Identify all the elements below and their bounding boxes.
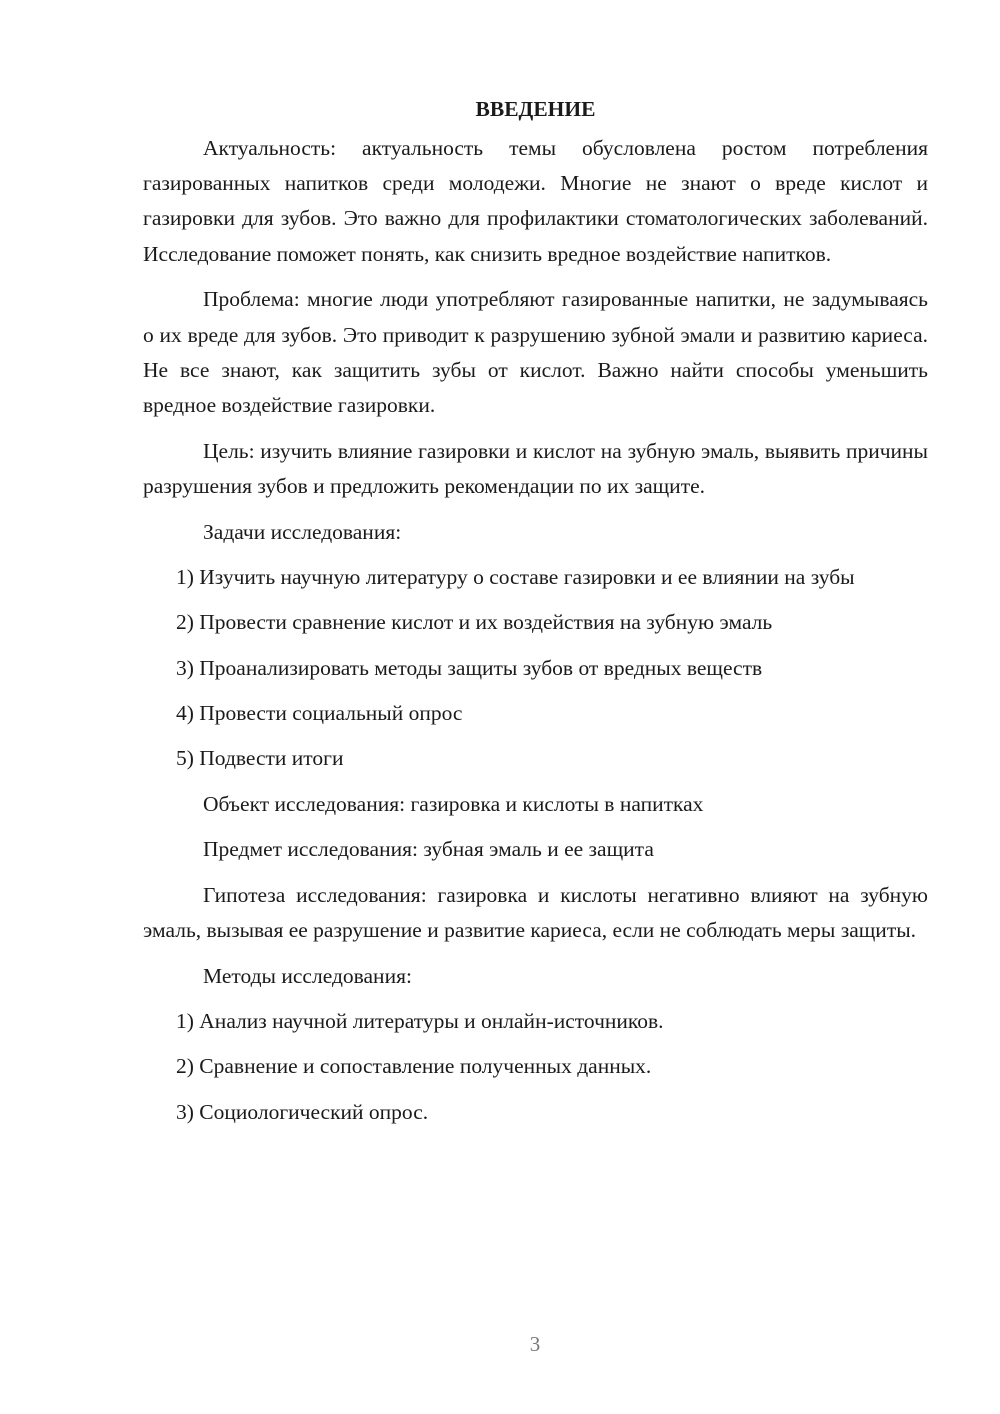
methods-heading: Методы исследования: bbox=[203, 963, 412, 988]
tasks-list bbox=[143, 560, 928, 777]
task-item: 3) Проанализировать методы защиты зубов от вредных веществ bbox=[176, 655, 763, 680]
task-item: 5) Подвести итоги bbox=[176, 746, 344, 771]
methods-list bbox=[143, 1004, 928, 1130]
method-item: 2) Сравнение и сопоставление полученных данных. bbox=[176, 1054, 652, 1079]
subject-line: Предмет исследования: зубная эмаль и ее защита bbox=[203, 837, 654, 862]
problem-paragraph: Проблема: многие люди употребляют газированные напитки, не задумываясь о их вреде для зубов. Это приводит к разрушению зубной эмали и развитию кариеса. Не все знают, как защитить зубы от кислот. Важно найти способы уменьшить вредное воздействие газировки. bbox=[143, 287, 928, 417]
goal-paragraph: Цель: изучить влияние газировки и кислот на зубную эмаль, выявить причины разрушения зубов и предложить рекомендации по их защите. bbox=[143, 438, 928, 498]
method-item: 3) Социологический опрос. bbox=[176, 1099, 429, 1124]
task-item: 1) Изучить научную литературу о составе газировки и ее влиянии на зубы bbox=[176, 564, 855, 589]
task-item: 4) Провести социальный опрос bbox=[176, 701, 463, 726]
tasks-heading: Задачи исследования: bbox=[203, 519, 402, 544]
relevance-paragraph: Актуальность: актуальность темы обусловлена ростом потребления газированных напитков среди молодежи. Многие не знают о вреде кислот и газировки для зубов. Это важно для профилактики стоматологических заболеваний. Исследование поможет понять, как снизить вредное воздействие напитков. bbox=[143, 136, 928, 266]
object-line: Объект исследования: газировка и кислоты в напитках bbox=[203, 791, 704, 816]
task-item: 2) Провести сравнение кислот и их воздействия на зубную эмаль bbox=[176, 610, 773, 635]
page-number: 3 bbox=[529, 1332, 541, 1356]
hypothesis-paragraph: Гипотеза исследования: газировка и кислоты негативно влияют на зубную эмаль, вызывая ее разрушение и развитие кариеса, если не соблюдать меры защиты. bbox=[143, 882, 928, 942]
section-title: ВВЕДЕНИЕ bbox=[475, 97, 596, 121]
document-page bbox=[143, 92, 928, 1140]
method-item: 1) Анализ научной литературы и онлайн-источников. bbox=[176, 1008, 664, 1033]
